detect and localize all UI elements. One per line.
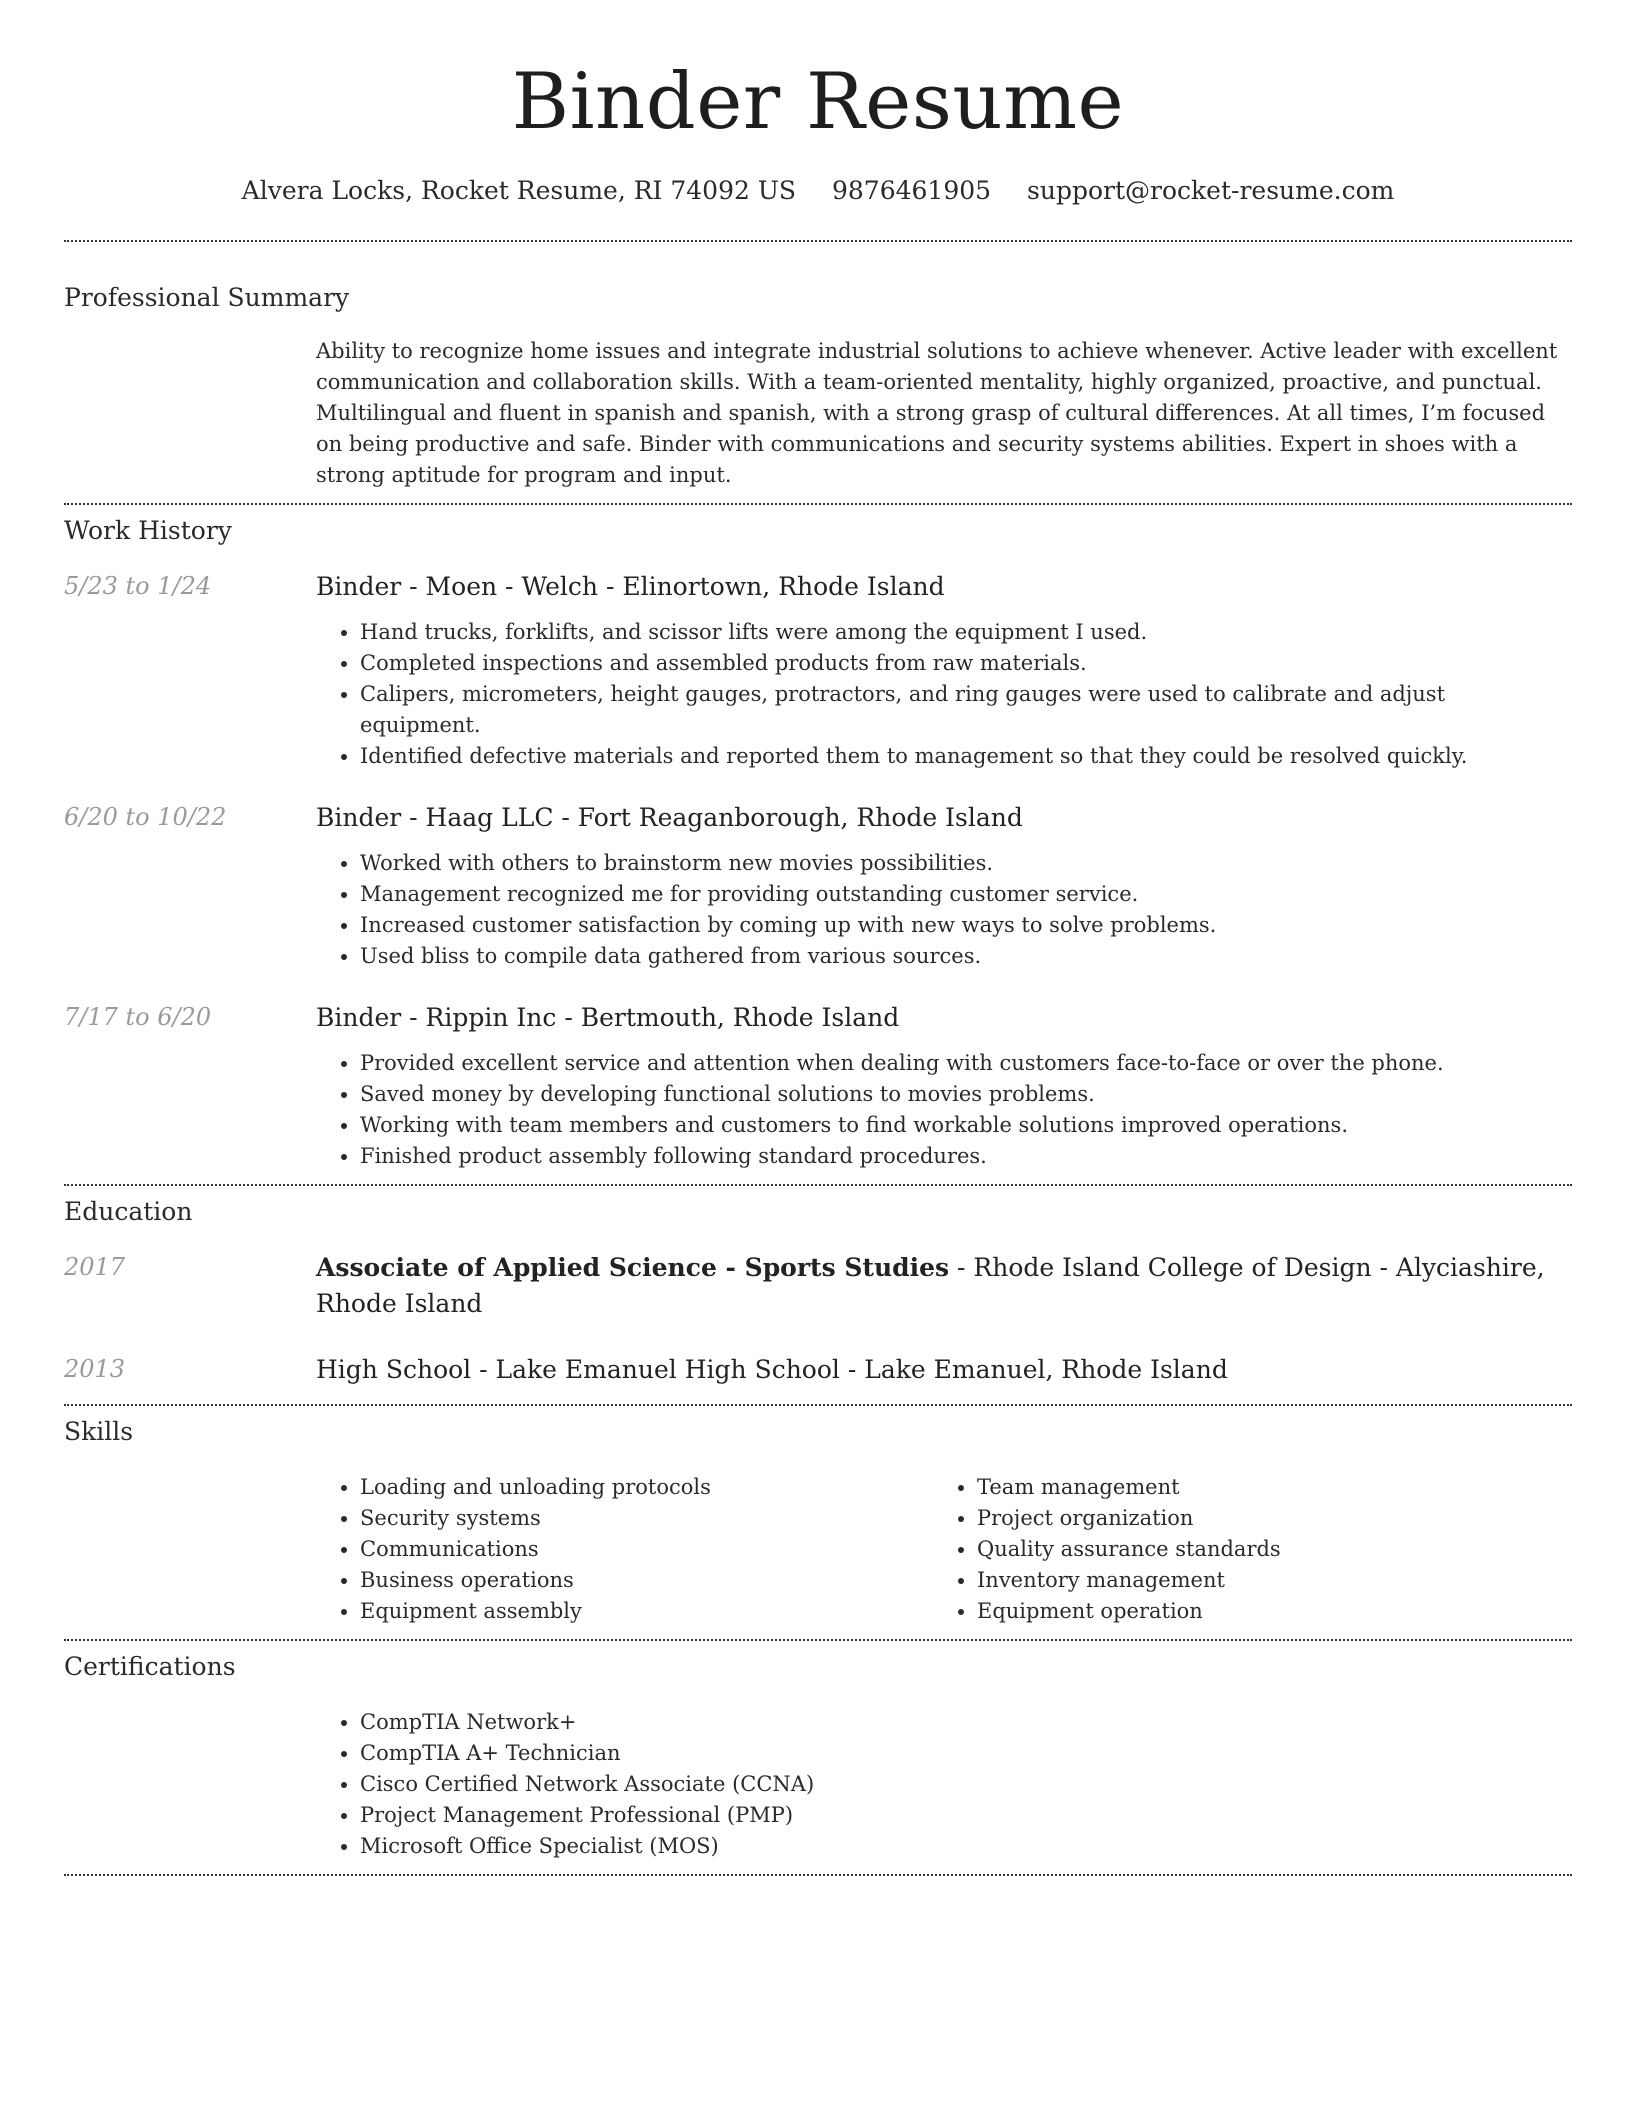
resume-page [64,0,1572,1876]
contact-email: support@rocket-resume.com [1027,176,1395,205]
job-body [316,800,1572,972]
certification-item: • CompTIA A+ Technician [360,1738,1572,1769]
certification-item: • CompTIA Network+ [360,1707,1572,1738]
certifications-block [316,1707,1572,1862]
skill-item: • Security systems [360,1503,933,1534]
job-bullet: • Working with team members and customers to find workable solutions improved operations. [360,1110,1572,1141]
skills-column-left [316,1472,933,1627]
job-body [316,1000,1572,1184]
job-dates: 6/20 to 10/22 [64,803,227,831]
skill-item: • Loading and unloading protocols [360,1472,933,1503]
job-dates: 5/23 to 1/24 [64,572,212,600]
job-bullet: • Used bliss to compile data gathered from various sources. [360,941,1572,972]
skills-columns [316,1472,1572,1627]
degree-name: High School [316,1355,472,1384]
job-bullets [316,848,1572,972]
job-bullets [316,1048,1572,1172]
skills-list [933,1472,1550,1627]
certifications-list [316,1707,1572,1862]
job-entry [64,1000,1572,1184]
work-history-section [64,515,1572,1184]
work-history-heading: Work History [64,516,232,545]
certifications-heading: Certifications [64,1652,236,1681]
job-bullet: • Finished product assembly following standard procedures. [360,1141,1572,1172]
skill-item: • Equipment operation [977,1596,1550,1627]
job-entry [64,569,1572,772]
skill-item: • Project organization [977,1503,1550,1534]
degree-name: Associate of Applied Science - Sports Studies [316,1253,950,1282]
education-title [316,1250,1572,1322]
certification-item: • Project Management Professional (PMP) [360,1800,1572,1831]
divider [64,1874,1572,1876]
job-bullet: • Hand trucks, forklifts, and scissor lifts were among the equipment I used. [360,617,1572,648]
certifications-section [64,1651,1572,1862]
skills-heading: Skills [64,1417,134,1446]
job-bullets [316,617,1572,772]
education-title [316,1352,1572,1388]
contact-line [64,174,1572,208]
divider [64,1639,1572,1641]
skill-item: • Communications [360,1534,933,1565]
education-year: 2017 [64,1253,126,1281]
education-year: 2013 [64,1355,126,1383]
job-bullet: • Provided excellent service and attention when dealing with customers face-to-face or over the phone. [360,1048,1572,1079]
job-dates: 7/17 to 6/20 [64,1003,212,1031]
job-bullet: • Management recognized me for providing outstanding customer service. [360,879,1572,910]
divider [64,503,1572,505]
school-details: - Lake Emanuel High School - Lake Emanuel, Rhode Island [471,1355,1228,1384]
job-bullet: • Increased customer satisfaction by coming up with new ways to solve problems. [360,910,1572,941]
divider [64,240,1572,242]
summary-text: Ability to recognize home issues and integrate industrial solutions to achieve whenever. Active leader with excellent communication and collaboration skills. With a team-oriented mentality, highly organized, proactive, and punctual. Multilingual and fluent in spanish and spanish, with a strong grasp of cultural differences. At all times, I’m focused on being productive and safe. Binder with communications and security systems abilities. Expert in shoes with a strong aptitude for program and input. [316,339,1558,487]
job-entry [64,800,1572,972]
job-bullet: • Completed inspections and assembled products from raw materials. [360,648,1572,679]
divider [64,1404,1572,1406]
job-bullet: • Calipers, micrometers, height gauges, protractors, and ring gauges were used to calibrate and adjust equipment. [360,679,1572,741]
certification-item: • Cisco Certified Network Associate (CCNA) [360,1769,1572,1800]
resume-title: Binder Resume [511,57,1125,147]
contact-address: Alvera Locks, Rocket Resume, RI 74092 US [241,176,797,205]
job-bullet: • Saved money by developing functional solutions to movies problems. [360,1079,1572,1110]
job-title: Binder - Haag LLC - Fort Reaganborough, Rhode Island [316,803,1023,832]
divider [64,1184,1572,1186]
contact-phone: 9876461905 [832,176,992,205]
skills-list [316,1472,933,1627]
skill-item: • Inventory management [977,1565,1550,1596]
skill-item: • Business operations [360,1565,933,1596]
education-entry [64,1352,1572,1388]
job-title: Binder - Rippin Inc - Bertmouth, Rhode Island [316,1003,900,1032]
education-section [64,1196,1572,1388]
job-body [316,569,1572,772]
certification-item: • Microsoft Office Specialist (MOS) [360,1831,1572,1862]
job-title: Binder - Moen - Welch - Elinortown, Rhode Island [316,572,945,601]
skills-section [64,1416,1572,1627]
skill-item: • Equipment assembly [360,1596,933,1627]
job-bullet: • Worked with others to brainstorm new movies possibilities. [360,848,1572,879]
skills-column-right [933,1472,1550,1627]
education-entry [64,1250,1572,1322]
education-heading: Education [64,1197,193,1226]
school-details: - Rhode Island College of Design - Alyciashire, Rhode Island [316,1253,1545,1318]
job-bullet: • Identified defective materials and reported them to management so that they could be resolved quickly. [360,741,1572,772]
skill-item: • Quality assurance standards [977,1534,1550,1565]
summary-section [64,282,1572,491]
summary-heading: Professional Summary [64,283,350,312]
skill-item: • Team management [977,1472,1550,1503]
